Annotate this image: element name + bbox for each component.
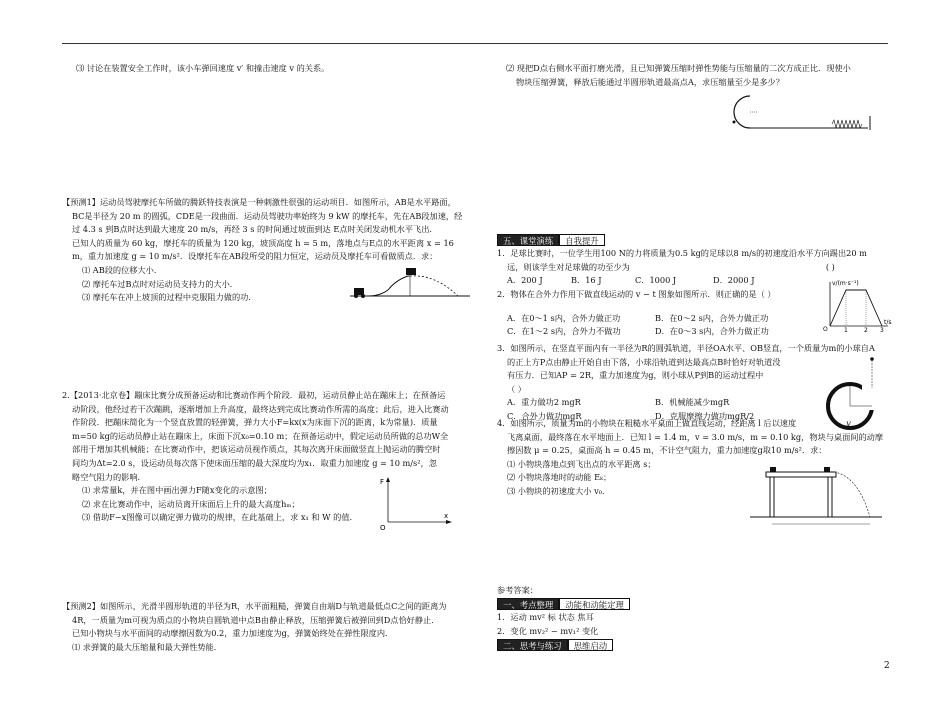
forecast1-line: 【预测1】运动员驾驶摩托车所做的腾跃特技表演是一种刺激性很强的运动项目．如图所示，AB是水平路面， — [62, 197, 456, 207]
answers-title: 参考答案： — [497, 585, 538, 595]
p1-option: D．2000 J — [713, 275, 755, 286]
p2-options-row1 — [497, 312, 776, 326]
forecast1-line: 过 4.3 s 到B点时达到最大速度 20 m/s，再经 3 s 的时间通过坡面到达 E点时关闭发动机水平飞出． — [72, 224, 438, 235]
q2-line: 部用于增加其机械能；在比赛动作中，把该运动员视作质点，其每次离开床面做竖直上抛运动的腾空时 — [72, 444, 441, 455]
q2-line: m=50 kg的运动员静止站在蹦床上，床面下沉x₀=0.10 m；在预备运动中，假定运动员所做的总功W全 — [72, 430, 449, 441]
p4-sub: ⑴ 小物块落地点到飞出点的水平距离 s； — [507, 458, 656, 469]
vt-tick: 1 — [844, 327, 848, 332]
p1-option: B．16 J — [571, 275, 602, 286]
section5-label2: 自我提升 — [559, 234, 605, 246]
forecast1-line: BC是半径为 20 m 的圆弧，CDE是一段曲面．运动员驾驶功率始终为 9 kW 的摩托车，先在AB段加速，经 — [72, 210, 463, 221]
axis-x-label: x — [444, 512, 449, 520]
answers-sec1-label2: 动能和动能定理 — [559, 598, 630, 610]
p3-line: 有压力．已知AP = 2R，重力加速度为g，则小球从P到B的运动过程中 — [507, 370, 764, 381]
p1-options — [497, 274, 867, 288]
p4-v-label: v — [846, 418, 851, 428]
p4-line: 飞离桌面，最终落在水平地面上．已知 l = 1.4 m，v = 3.0 m/s，m = 0.10 kg，物块与桌面间的动摩 — [507, 431, 884, 442]
forecast1-line: 已知人的质量为 60 kg，摩托车的质量为 120 kg，坡顶高度 h = 5 m，落地点与E点的水平距离 x = 16 — [72, 237, 454, 248]
page-number: 2 — [884, 661, 890, 671]
motorcycle-ramp-figure — [350, 262, 470, 307]
answers-sec2 — [497, 639, 613, 651]
section5-header — [497, 234, 605, 246]
vt-xlabel: t/s — [884, 319, 892, 326]
p2-option: D．在0～3 s内，合外力做正功 — [655, 326, 769, 337]
forecast2-q2-line: ⑵ 现把D点右侧水平面打磨光滑，且已知弹簧压缩时弹性势能与压缩量的二次方成正比．现使小 — [506, 63, 851, 73]
p2-option: A．在0～1 s内，合外力做正功 — [507, 312, 621, 323]
forecast2-sub: ⑴ 求弹簧的最大压缩量和最大弹性势能． — [72, 641, 222, 652]
p4-sub: ⑶ 小物块的初速度大小 v₀． — [507, 485, 611, 496]
p1-line: 1．足球比赛时，一位学生用100 N的力将质量为0.5 kg的足球以8 m/s的初速度沿水平方向踢出20 m — [497, 248, 867, 258]
forecast2-q2-line: 物块压缩弹簧，释放后能通过半圆形轨道最高点A，求压缩量至少是多少？ — [516, 76, 784, 87]
semicircle-spring-figure — [728, 92, 880, 132]
p1-line — [497, 261, 867, 275]
q2-sub: ⑴ 求常量k，并在图中画出弹力F随x变化的示意图； — [82, 485, 272, 496]
forecast2-q2 — [506, 62, 851, 89]
p3-option: D．克服摩擦力做功mgR/2 — [655, 410, 755, 421]
p3-options-row1 — [497, 396, 875, 410]
forecast2-line: 4R，一质量为m可视为质点的小物块自圆轨道中点B由静止释放，压缩弹簧后被弹回到D点恰好静止． — [72, 614, 440, 625]
q2-line: 间均为Δt=2.0 s，设运动员每次落下使床面压缩的最大深度均为x₁．取重力加速度 g = 10 m/s²，忽 — [72, 457, 437, 468]
p3-line: （ ） — [507, 383, 526, 394]
q2-line: 略空气阻力的影响． — [72, 471, 146, 482]
vt-ylabel: v/(m·s⁻¹) — [832, 280, 859, 287]
p3-option: B．机械能减少mgR — [655, 397, 730, 408]
vt-tick: 2 — [864, 327, 868, 332]
forecast2-block — [62, 600, 446, 654]
answers-sec1 — [497, 598, 630, 610]
forecast1-line: m，重力加速度 g = 10 m/s²．设摩托车在AB段所受的阻力恒定，运动员及摩托车可看做质点．求： — [72, 251, 438, 262]
answers-sec2-label1: 二、思考与练习 — [497, 639, 568, 651]
p4-line — [497, 417, 883, 431]
p3-line: 的正上方P点由静止开始自由下落，小球沿轨道到达最高点B时恰好对轨道没 — [507, 356, 781, 367]
p1-option: C．1000 J — [635, 275, 677, 286]
vt-tick: 3 — [880, 327, 884, 332]
p1-bracket: ( ) — [825, 261, 835, 272]
p4-line: 擦因数 μ = 0.25，桌面高 h = 0.45 m，不计空气阻力，重力加速度g取10 m/s²．求： — [507, 445, 827, 456]
q3-discussion: ⑶ 讨论在装置安全工作时，该小车弹回速度 v′ 和撞击速度 v 的关系。 — [76, 63, 330, 73]
answers-line: 1．运动 mv² 标 状态 焦耳 — [497, 612, 594, 622]
p4-line-text: 4．如图所示，质量为m的小物块在粗糙水平桌面上做直线运动，经距离 l 后以速度 — [497, 418, 797, 428]
answers-lines — [497, 611, 598, 638]
q2-line: 动阶段，他经过若干次蹦跳，逐渐增加上升高度，最终达到完成比赛动作所需的高度；此后，进入比赛动 — [72, 403, 449, 414]
vt-origin: O — [823, 326, 828, 332]
p2-option: B．在0～2 s内，合外力做正功 — [655, 312, 769, 323]
p2-option: C．在1～2 s内，合外力不做功 — [507, 326, 621, 337]
axis-origin-label: O — [380, 524, 386, 530]
forecast1-sub: ⑴ AB段的位移大小． — [82, 264, 163, 275]
p2-block — [497, 288, 776, 339]
p1-line-text: 远，则该学生对足球做的功至少为 — [507, 261, 630, 272]
answers-line: 2．变化 mv₂² − mv₁² 变化 — [497, 625, 599, 636]
v-t-graph — [822, 278, 892, 332]
p4-sub: ⑵ 小物块落地时的动能 Eₖ； — [507, 472, 612, 483]
p3-line: 3．如图所示，在竖直平面内有一半径为R的圆弧轨道，半径OA水平、OB竖直，一个质量为m的小球自A — [497, 343, 875, 353]
p2-options-row2 — [497, 325, 776, 339]
forecast1-sub: ⑵ 摩托车过B点时对运动员支持力的大小． — [82, 278, 238, 289]
forecast2-line: 【预测2】如图所示，光滑半圆形轨道的半径为R，水平面粗糙，弹簧自由端D与轨道最低点C之间的距离为 — [62, 601, 447, 611]
section5-label1: 五、课堂演练 — [497, 234, 559, 246]
p2-line: 2．物体在合外力作用下做直线运动的 v − t 图象如图所示．则正确的是（ ） — [497, 289, 776, 299]
p1-block — [497, 247, 867, 288]
p3-option: A．重力做功2 mgR — [507, 397, 581, 408]
p3-block — [497, 342, 875, 424]
forecast1-sub: ⑶ 摩托车在冲上坡顶的过程中克服阻力做的功． — [82, 292, 257, 303]
q2-line: 2.【2013·北京卷】蹦床比赛分成预备运动和比赛动作两个阶段．最初，运动员静止站在蹦床上；在预备运 — [62, 390, 446, 400]
axis-f-label: F — [380, 478, 385, 486]
p1-option: A．200 J — [507, 275, 543, 286]
forecast2-line: 已知小物块与水平面间的动摩擦因数为0.2，重力加速度为g，弹簧始终处在弹性限度内． — [72, 628, 394, 639]
answers-sec2-label2: 思维启动 — [568, 639, 614, 651]
q2-sub: ⑶ 借助F−x图像可以确定弹力做功的规律，在此基础上，求 x₁ 和 W 的值． — [82, 512, 358, 523]
table-block-figure — [746, 462, 886, 528]
q2-sub: ⑵ 求在比赛动作中，运动员离开床面后上升的最大高度hₘ； — [82, 498, 300, 509]
p3-option: C．合外力做功mgR — [507, 410, 582, 421]
q2-line: 作阶段．把蹦床简化为一个竖直放置的轻弹簧，弹力大小F=kx(x为床面下沉的距离，k为常量)．质量 — [72, 417, 438, 428]
header-rule — [62, 43, 888, 44]
answers-sec1-label1: 一、考点整理 — [497, 598, 559, 610]
f-x-axes — [376, 476, 454, 530]
